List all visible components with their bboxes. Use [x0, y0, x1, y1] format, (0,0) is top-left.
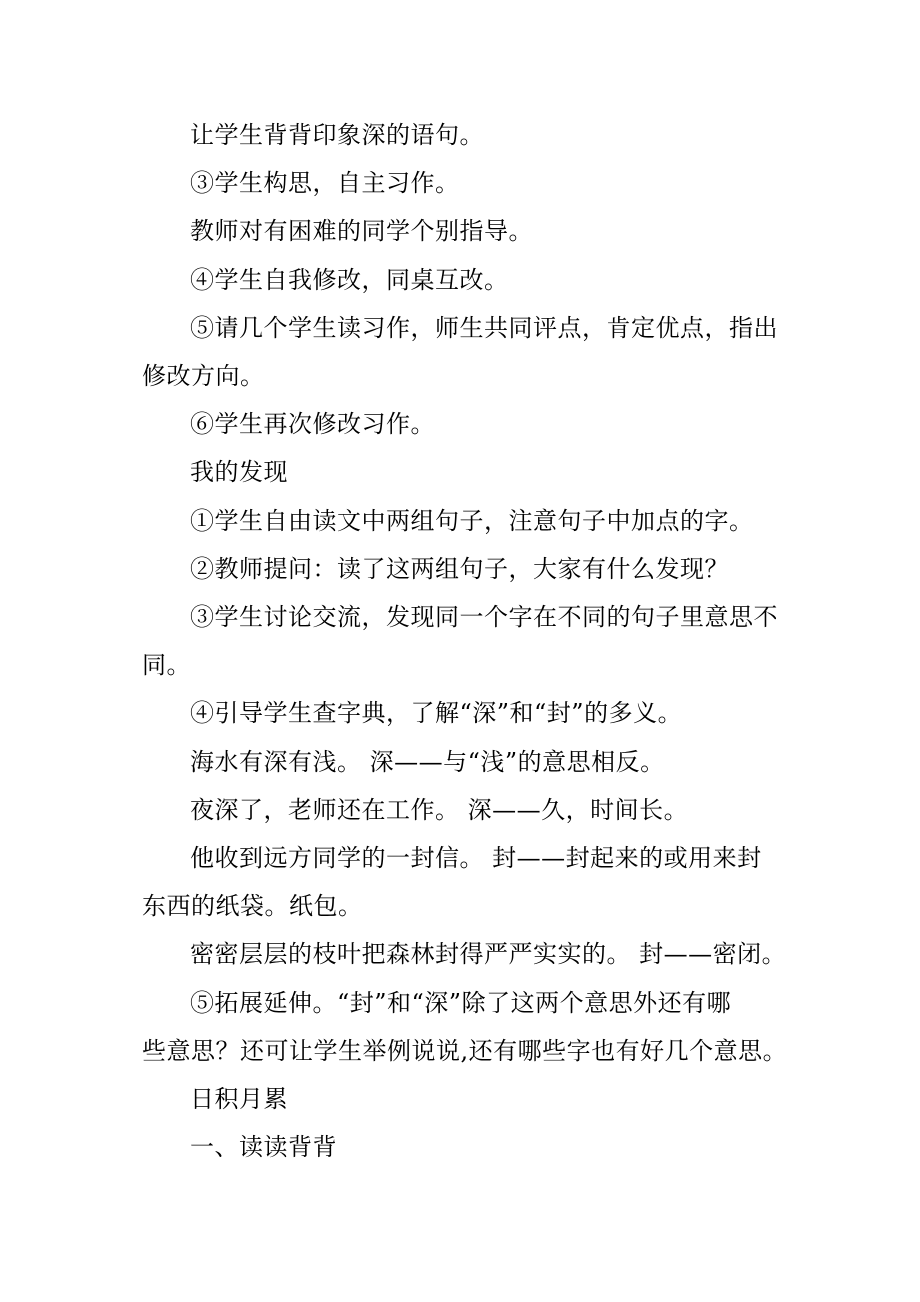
- text-line: ③学生构思，自主习作。: [190, 169, 460, 197]
- text-line: 我的发现: [190, 458, 288, 486]
- text-line: 些意思？还可让学生举例说说,还有哪些字也有好几个意思。: [142, 1037, 788, 1065]
- text-line: ⑤请几个学生读习作，师生共同评点，肯定优点，指出: [190, 314, 778, 342]
- text-line: 他收到远方同学的一封信。 封——封起来的或用来封: [190, 844, 762, 872]
- text-line: 日积月累: [190, 1085, 288, 1113]
- text-line: 同。: [142, 651, 191, 679]
- text-line: 东西的纸袋。纸包。: [142, 892, 363, 920]
- text-line: ②教师提问：读了这两组句子，大家有什么发现？: [190, 555, 729, 583]
- text-line: 一、读读背背: [190, 1133, 337, 1161]
- text-line: 修改方向。: [142, 362, 265, 390]
- text-line: ③学生讨论交流，发现同一个字在不同的句子里意思不: [190, 603, 778, 631]
- text-line: ⑤拓展延伸。“封”和“深”除了这两个意思外还有哪: [190, 989, 732, 1017]
- text-line: 海水有深有浅。 深——与“浅”的意思相反。: [190, 748, 665, 776]
- text-line: ④学生自我修改，同桌互改。: [190, 266, 509, 294]
- text-line: ①学生自由读文中两组句子，注意句子中加点的字。: [190, 507, 754, 535]
- text-line: 教师对有困难的同学个别指导。: [190, 217, 533, 245]
- text-line: 夜深了，老师还在工作。 深——久，时间长。: [190, 796, 689, 824]
- text-line: ⑥学生再次修改习作。: [190, 410, 435, 438]
- text-line: ④引导学生查字典，了解“深”和“封”的多义。: [190, 699, 683, 727]
- text-line: 让学生背背印象深的语句。: [190, 121, 484, 149]
- text-line: 密密层层的枝叶把森林封得严严实实的。 封——密闭。: [190, 940, 787, 968]
